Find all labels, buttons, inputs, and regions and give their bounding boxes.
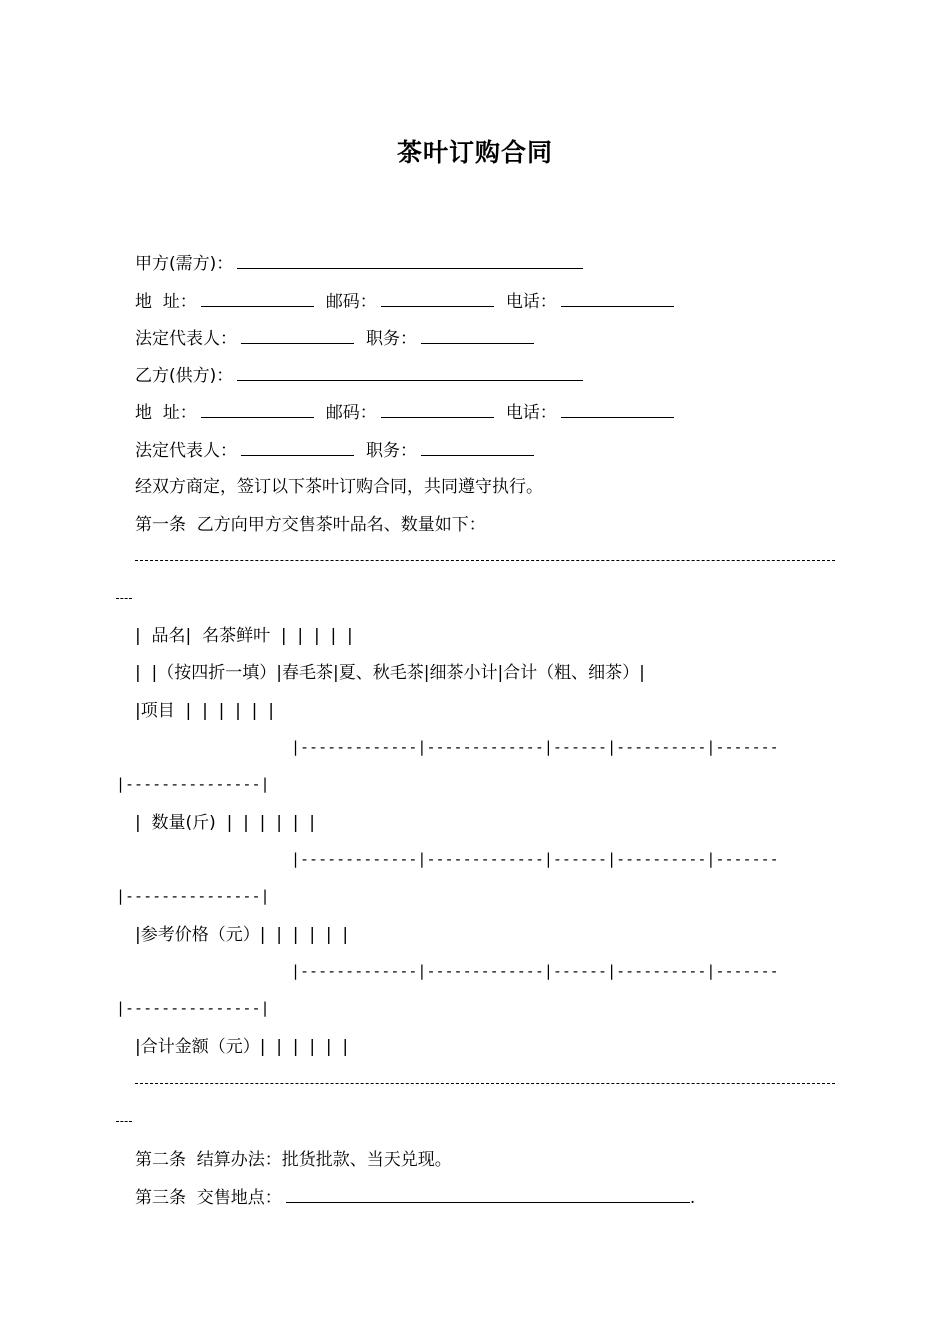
- table-separator: |-------------|-------------|------|----------|-------: [291, 738, 779, 756]
- postcode-label: 邮码：: [325, 292, 377, 312]
- article-2: 第二条 结算办法：批货批款、当天兑现。: [135, 1150, 452, 1170]
- party-b-rep-line: [135, 438, 534, 463]
- party-b-phone-field[interactable]: [561, 400, 674, 418]
- party-a-rep-field[interactable]: [241, 326, 354, 344]
- party-b-position-field[interactable]: [421, 438, 534, 456]
- postcode-label: 邮码：: [325, 403, 377, 423]
- position-label: 职务：: [366, 329, 417, 349]
- table-bottom-rule-wrap: [116, 1121, 132, 1122]
- party-b-address-line: [135, 400, 674, 425]
- party-a-phone-field[interactable]: [561, 289, 674, 307]
- address-label: 地 址：: [135, 403, 197, 423]
- table-row: |参考价格（元）| | | | | |: [135, 925, 349, 945]
- party-a-address-field[interactable]: [201, 289, 314, 307]
- party-a-heading: 甲方(需方)：: [135, 254, 234, 274]
- party-a-line: [135, 251, 583, 276]
- table-separator: |-------------|-------------|------|----------|-------: [291, 962, 779, 980]
- party-b-heading: 乙方(供方)：: [135, 366, 234, 386]
- phone-label: 电话：: [505, 403, 557, 423]
- party-a-rep-line: [135, 326, 534, 351]
- party-b-line: [135, 363, 583, 388]
- table-separator: |---------------|: [116, 999, 270, 1017]
- party-b-name-field[interactable]: [237, 363, 583, 381]
- table-separator: |---------------|: [116, 887, 270, 905]
- delivery-place-field[interactable]: [286, 1185, 690, 1203]
- article-3-line: [135, 1185, 695, 1210]
- table-row: | 数量(斤) | | | | | |: [135, 813, 316, 833]
- article-3-end: .: [689, 1188, 696, 1208]
- rep-label: 法定代表人：: [135, 441, 237, 461]
- party-a-name-field[interactable]: [237, 251, 583, 269]
- party-a-position-field[interactable]: [421, 326, 534, 344]
- table-row: |项目 | | | | | |: [135, 701, 274, 721]
- page-title: 茶叶订购合同: [396, 138, 553, 167]
- party-b-address-field[interactable]: [201, 400, 314, 418]
- party-b-rep-field[interactable]: [241, 438, 354, 456]
- phone-label: 电话：: [505, 292, 557, 312]
- rep-label: 法定代表人：: [135, 329, 237, 349]
- table-row: |合计金额（元）| | | | | |: [135, 1037, 349, 1057]
- table-bottom-rule: [135, 1083, 835, 1084]
- table-row: | 品名| 名茶鲜叶 | | | | |: [135, 626, 353, 646]
- party-a-postcode-field[interactable]: [381, 289, 494, 307]
- party-b-postcode-field[interactable]: [381, 400, 494, 418]
- article-3-label: 第三条 交售地点：: [135, 1188, 282, 1208]
- address-label: 地 址：: [135, 292, 197, 312]
- table-separator: |-------------|-------------|------|----------|-------: [291, 850, 779, 868]
- table-row: | |（按四折一填）|春毛茶|夏、秋毛茶|细茶小计|合计（粗、细茶）|: [135, 663, 645, 683]
- position-label: 职务：: [366, 441, 417, 461]
- table-top-rule: [135, 560, 835, 561]
- table-separator: |---------------|: [116, 775, 270, 793]
- table-top-rule-wrap: [116, 598, 132, 599]
- party-a-address-line: [135, 289, 674, 314]
- intro-text: 经双方商定，签订以下茶叶订购合同，共同遵守执行。: [135, 477, 543, 497]
- article-1: 第一条 乙方向甲方交售茶叶品名、数量如下：: [135, 515, 486, 535]
